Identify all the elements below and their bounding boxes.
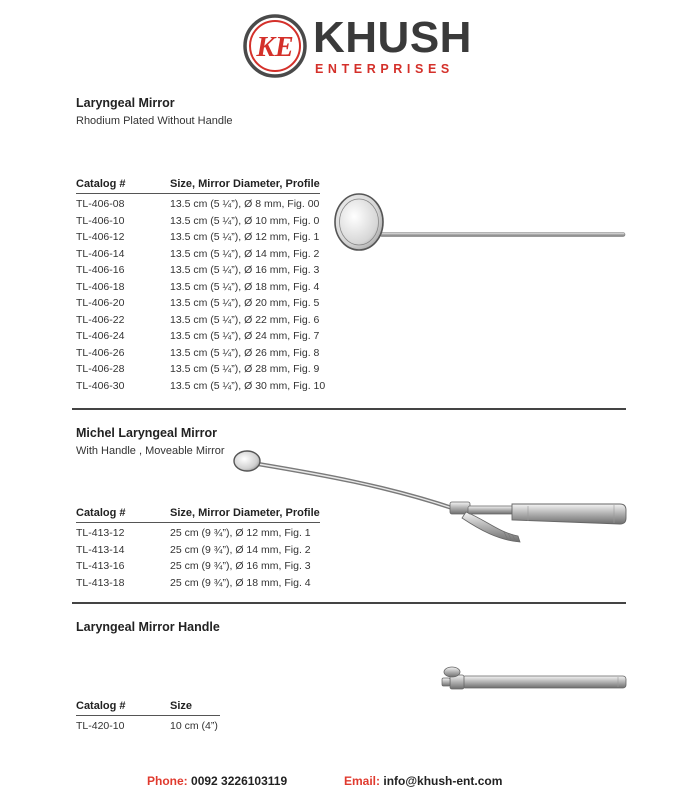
laryngeal-mirror-image: [330, 188, 630, 258]
catalog-cell: TL-406-30: [76, 379, 125, 392]
catalog-table-laryngeal-mirror: [76, 178, 325, 394]
size-cell: 13.5 cm (5 ¼”), Ø 20 mm, Fig. 5: [170, 297, 320, 310]
logo-name: KHUSH: [313, 13, 472, 62]
catalog-cell: TL-413-16: [76, 560, 125, 573]
section-divider: [72, 602, 626, 604]
table-row: [76, 558, 320, 575]
section-subtitle-michel-laryngeal-mirror: With Handle , Moveable Mirror: [76, 445, 225, 457]
email-address[interactable]: info@khush-ent.com: [383, 774, 503, 788]
catalog-cell: TL-406-28: [76, 363, 125, 376]
table-row: [76, 213, 325, 230]
section-title-michel-laryngeal-mirror: Michel Laryngeal Mirror: [76, 426, 218, 440]
size-cell: 13.5 cm (5 ¼”), Ø 28 mm, Fig. 9: [170, 363, 320, 376]
catalog-cell: TL-406-08: [76, 198, 125, 211]
table-row: [76, 345, 325, 362]
catalog-cell: TL-413-12: [76, 527, 125, 540]
table-row: [76, 279, 325, 296]
size-cell: 13.5 cm (5 ¼”), Ø 12 mm, Fig. 1: [170, 231, 320, 244]
catalog-cell: TL-406-16: [76, 264, 125, 277]
section-subtitle-laryngeal-mirror: Rhodium Plated Without Handle: [76, 115, 233, 127]
table-row: [76, 328, 325, 345]
size-cell: 13.5 cm (5 ¼”), Ø 24 mm, Fig. 7: [170, 330, 320, 343]
catalog-cell: TL-406-10: [76, 214, 125, 227]
catalog-cell: TL-406-12: [76, 231, 125, 244]
phone-number[interactable]: 0092 3226103119: [191, 774, 288, 788]
size-cell: 25 cm (9 ¾”), Ø 14 mm, Fig. 2: [170, 543, 311, 556]
catalog-cell: TL-406-24: [76, 330, 125, 343]
table-row: [76, 312, 325, 329]
email-contact: [344, 774, 502, 788]
size-cell: 25 cm (9 ¾”), Ø 18 mm, Fig. 4: [170, 576, 311, 589]
size-cell: 13.5 cm (5 ¼”), Ø 30 mm, Fig. 10: [170, 379, 326, 392]
table-row: [76, 229, 325, 246]
size-cell: 25 cm (9 ¾”), Ø 12 mm, Fig. 1: [170, 527, 311, 540]
logo-emblem-icon: [243, 14, 307, 78]
catalog-cell: TL-406-26: [76, 346, 125, 359]
col-header-size: Size, Mirror Diameter, Profile: [170, 507, 320, 519]
size-cell: 13.5 cm (5 ¼”), Ø 16 mm, Fig. 3: [170, 264, 320, 277]
table-body: [76, 196, 325, 394]
catalog-table-laryngeal-mirror-handle: [76, 700, 220, 735]
header-rule: [76, 193, 320, 194]
logo-subtitle: ENTERPRISES: [315, 62, 454, 76]
col-header-catalog: Catalog #: [76, 178, 126, 190]
catalog-cell: TL-413-18: [76, 576, 125, 589]
table-row: [76, 361, 325, 378]
company-logo: [243, 13, 472, 80]
catalog-cell: TL-406-22: [76, 313, 125, 326]
catalog-cell: TL-406-20: [76, 297, 125, 310]
table-row: [76, 246, 325, 263]
table-row: [76, 378, 325, 395]
catalog-cell: TL-406-14: [76, 247, 125, 260]
laryngeal-mirror-handle-image: [438, 664, 630, 698]
catalog-cell: TL-413-14: [76, 543, 125, 556]
table-body: [76, 718, 220, 735]
col-header-catalog: Catalog #: [76, 507, 126, 519]
size-cell: 13.5 cm (5 ¼”), Ø 14 mm, Fig. 2: [170, 247, 320, 260]
email-label: Email:: [344, 774, 381, 788]
michel-laryngeal-mirror-image: [228, 446, 630, 556]
col-header-size: Size, Mirror Diameter, Profile: [170, 178, 320, 190]
col-header-size: Size: [170, 700, 193, 712]
section-divider: [72, 408, 626, 410]
phone-label: Phone:: [147, 774, 188, 788]
size-cell: 13.5 cm (5 ¼”), Ø 8 mm, Fig. 00: [170, 198, 320, 211]
table-row: [76, 575, 320, 592]
table-header: [76, 178, 325, 192]
size-cell: 13.5 cm (5 ¼”), Ø 26 mm, Fig. 8: [170, 346, 320, 359]
table-row: [76, 262, 325, 279]
table-header: [76, 700, 220, 714]
header-rule: [76, 715, 220, 716]
size-cell: 10 cm (4”): [170, 720, 218, 733]
size-cell: 25 cm (9 ¾”), Ø 16 mm, Fig. 3: [170, 560, 311, 573]
size-cell: 13.5 cm (5 ¼”), Ø 18 mm, Fig. 4: [170, 280, 320, 293]
svg-text:KE: KE: [256, 32, 294, 63]
section-title-laryngeal-mirror: Laryngeal Mirror: [76, 96, 175, 110]
size-cell: 13.5 cm (5 ¼”), Ø 22 mm, Fig. 6: [170, 313, 320, 326]
table-row: [76, 718, 220, 735]
table-row: [76, 295, 325, 312]
section-title-laryngeal-mirror-handle: Laryngeal Mirror Handle: [76, 620, 220, 634]
catalog-cell: TL-420-10: [76, 720, 125, 733]
size-cell: 13.5 cm (5 ¼”), Ø 10 mm, Fig. 0: [170, 214, 320, 227]
phone-contact: [147, 774, 287, 788]
table-row: [76, 196, 325, 213]
catalog-cell: TL-406-18: [76, 280, 125, 293]
col-header-catalog: Catalog #: [76, 700, 126, 712]
